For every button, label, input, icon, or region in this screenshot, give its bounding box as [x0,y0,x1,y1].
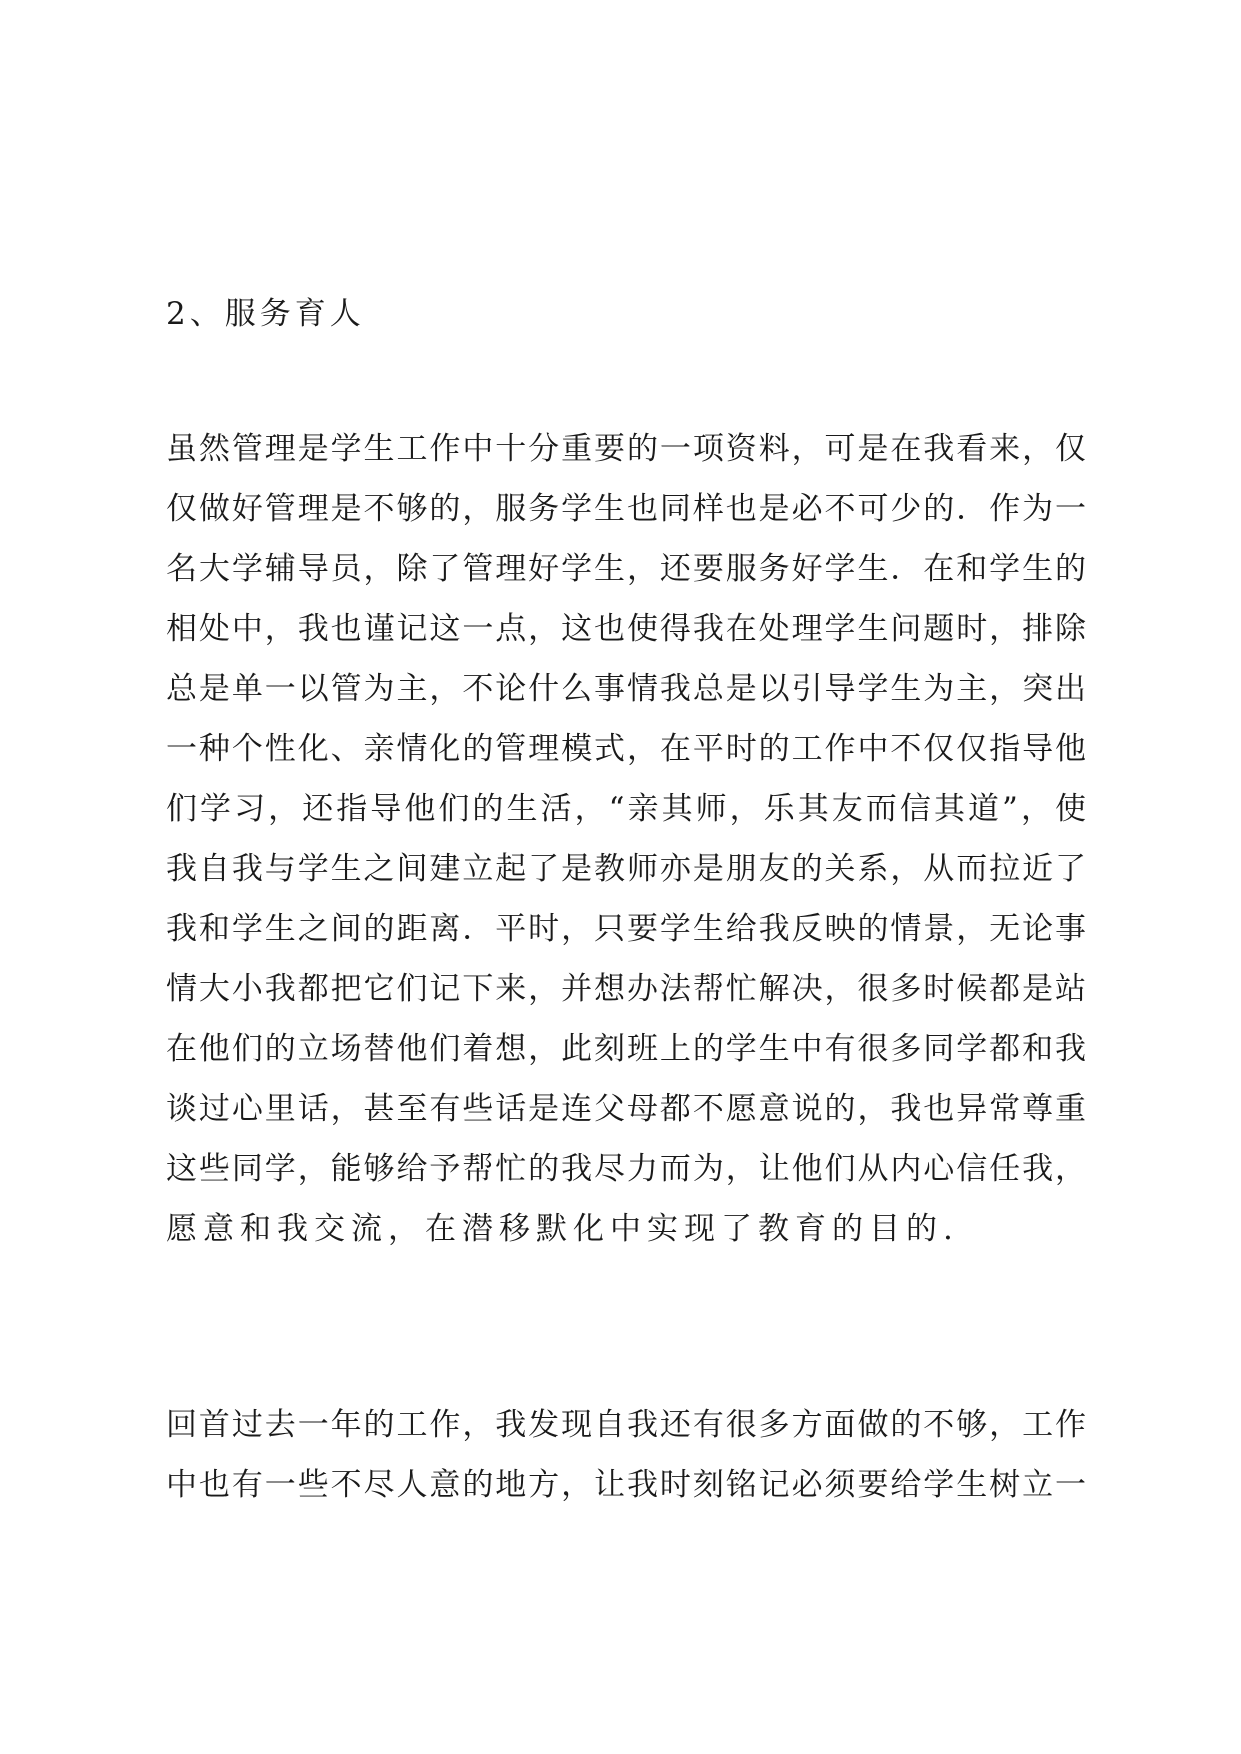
paragraph-line: 们学习，还指导他们的生活，“亲其师，乐其友而信其道”，使 [166,791,1086,827]
paragraph-line: 这些同学，能够给予帮忙的我尽力而为，让他们从内心信任我， [166,1151,1086,1187]
paragraph-line: 在他们的立场替他们着想，此刻班上的学生中有很多同学都和我 [166,1031,1086,1067]
paragraph-line: 一种个性化、亲情化的管理模式，在平时的工作中不仅仅指导他 [166,731,1086,767]
section-heading: 2、服务育人 [166,296,365,332]
paragraph-line: 愿意和我交流，在潜移默化中实现了教育的目的. [166,1211,959,1247]
paragraph-2 [166,1395,1086,1515]
paragraph-line: 中也有一些不尽人意的地方，让我时刻铭记必须要给学生树立一 [166,1467,1086,1503]
paragraph-line: 虽然管理是学生工作中十分重要的一项资料，可是在我看来，仅 [166,431,1086,467]
paragraph-line: 回首过去一年的工作，我发现自我还有很多方面做的不够，工作 [166,1407,1086,1443]
paragraph-line: 名大学辅导员，除了管理好学生，还要服务好学生．在和学生的 [166,551,1086,587]
paragraph-1 [166,419,1086,1259]
paragraph-line: 我和学生之间的距离．平时，只要学生给我反映的情景，无论事 [166,911,1086,947]
paragraph-line: 我自我与学生之间建立起了是教师亦是朋友的关系，从而拉近了 [166,851,1086,887]
paragraph-line: 相处中，我也谨记这一点，这也使得我在处理学生问题时，排除 [166,611,1086,647]
paragraph-line: 谈过心里话，甚至有些话是连父母都不愿意说的，我也异常尊重 [166,1091,1086,1127]
paragraph-line: 总是单一以管为主，不论什么事情我总是以引导学生为主，突出 [166,671,1086,707]
paragraph-line: 仅做好管理是不够的，服务学生也同样也是必不可少的．作为一 [166,491,1086,527]
paragraph-line: 情大小我都把它们记下来，并想办法帮忙解决，很多时候都是站 [166,971,1086,1007]
